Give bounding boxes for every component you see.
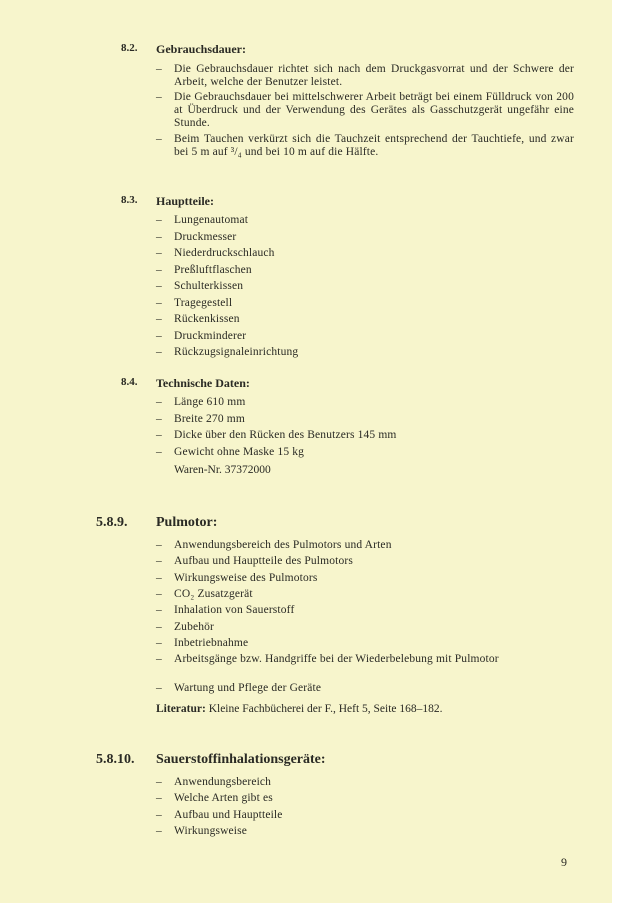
- list-item-text: Tragegestell: [174, 296, 233, 309]
- list-dash: –: [156, 396, 162, 408]
- list-item: [156, 330, 556, 343]
- section-number: 5.8.9.: [96, 515, 128, 530]
- list-item-text: Wirkungsweise des Pulmotors: [174, 571, 318, 584]
- list-item-text: Arbeitsgänge bzw. Handgriffe bei der Wiederbelebung mit Pulmotor: [174, 653, 499, 666]
- list-item: [156, 280, 556, 293]
- list-item: [156, 539, 571, 552]
- section-title: Gebrauchsdauer:: [156, 42, 246, 56]
- list-item: [156, 313, 556, 326]
- list-item: [156, 247, 556, 260]
- list-item: [156, 413, 556, 426]
- list-dash: –: [156, 280, 162, 292]
- list-item: [156, 621, 571, 634]
- list-item-text: Die Gebrauchsdauer bei mittelschwerer Arbeit beträgt bei einem Fülldruck von 200 at Überdruck und der Verwendung des Gerätes als Gasschutzgerät ungefähr eine Stunde.: [174, 91, 574, 129]
- list-dash: –: [156, 346, 162, 358]
- list-item-text: Wartung und Pflege der Geräte: [174, 682, 322, 694]
- list-dash: –: [156, 824, 162, 837]
- list-item: [156, 776, 571, 789]
- list-item: [156, 346, 556, 359]
- list-dash: –: [156, 63, 162, 75]
- list-dash: –: [156, 604, 162, 617]
- list-dash: –: [156, 555, 162, 568]
- section-number: 8.4.: [121, 376, 138, 388]
- list-item-text: Druckmesser: [174, 230, 237, 243]
- list-item-text: Lungenautomat: [174, 214, 249, 226]
- section-title: Pulmotor:: [156, 515, 218, 530]
- list-dash: –: [156, 296, 162, 309]
- list-item-text: Inbetriebnahme: [174, 636, 249, 649]
- list-item-text: Länge 610 mm: [174, 396, 246, 408]
- list-dash: –: [156, 214, 162, 226]
- list-item: [156, 264, 556, 277]
- list-item: [156, 429, 556, 442]
- list-item-text: Dicke über den Rücken des Benutzers 145 mm: [174, 429, 397, 441]
- list-dash: –: [156, 263, 162, 276]
- list-item: [156, 653, 571, 666]
- section-number: 8.2.: [121, 42, 138, 54]
- literature-text: Kleine Fachbücherei der F., Heft 5, Seite 168–182.: [208, 703, 443, 715]
- list-item: [156, 396, 556, 409]
- list-item: [156, 91, 574, 130]
- list-item-text: Aufbau und Hauptteile: [174, 808, 283, 821]
- list-dash: –: [156, 230, 162, 243]
- list-item: [156, 555, 571, 568]
- list-item-text: Rückenkissen: [174, 313, 240, 325]
- section-5-8-10: [96, 752, 576, 842]
- list-item-text: Inhalation von Sauerstoff: [174, 604, 295, 617]
- list-item: [156, 63, 574, 89]
- list-dash: –: [156, 776, 162, 788]
- list-dash: –: [156, 247, 162, 259]
- list-dash: –: [156, 620, 162, 633]
- section-number: 5.8.10.: [96, 752, 135, 767]
- list-dash: –: [156, 587, 162, 600]
- list-dash: –: [156, 636, 162, 649]
- list-dash: –: [156, 792, 162, 805]
- list-dash: –: [156, 313, 162, 325]
- list-item: [156, 588, 571, 601]
- list-dash: –: [156, 682, 162, 694]
- section-number: 8.3.: [121, 194, 138, 206]
- list-dash: –: [156, 445, 162, 458]
- list-item-text: Breite 270 mm: [174, 412, 245, 425]
- section-5-8-9: [96, 515, 576, 720]
- list-item-text: Anwendungsbereich des Pulmotors und Arten: [174, 539, 392, 551]
- list-item-text: Druckminderer: [174, 329, 247, 342]
- section-title: Technische Daten:: [156, 376, 250, 390]
- list-item: [156, 446, 556, 459]
- list-item-text: Rückzugsignaleinrichtung: [174, 346, 299, 358]
- list-item: [156, 682, 571, 695]
- section-title: Sauerstoffinhalationsgeräte:: [156, 752, 326, 767]
- list-dash: –: [156, 653, 162, 666]
- section-title: Hauptteile:: [156, 194, 214, 208]
- list-item-text: Die Gebrauchsdauer richtet sich nach dem Druckgasvorrat und der Schwere der Arbeit, welche der Benutzer leistet.: [174, 63, 574, 88]
- list-dash: –: [156, 571, 162, 584]
- list-item-text: Zubehör: [174, 620, 215, 633]
- list-dash: –: [156, 429, 162, 441]
- list-item-text: Preßluftflaschen: [174, 263, 252, 276]
- list-dash: –: [156, 133, 162, 145]
- list-item-text: CO₂ Zusatzgerät: [174, 587, 253, 600]
- list-item: [156, 231, 556, 244]
- list-dash: –: [156, 539, 162, 551]
- list-item: [156, 637, 571, 650]
- literature-label: Literatur:: [156, 703, 206, 715]
- section-8-2: [121, 42, 576, 172]
- page-number: 9: [561, 855, 567, 869]
- list-dash: –: [156, 329, 162, 342]
- literature-reference: [156, 703, 443, 715]
- list-item: [156, 809, 571, 822]
- list-dash: –: [156, 412, 162, 425]
- list-item-text: Gewicht ohne Maske 15 kg: [174, 445, 305, 458]
- list-item: [156, 214, 556, 227]
- section-8-3: [121, 194, 576, 364]
- list-item: [156, 297, 556, 310]
- article-number: Waren-Nr. 37372000: [174, 464, 271, 476]
- list-item: [156, 572, 571, 585]
- list-dash: –: [156, 808, 162, 821]
- list-item-text: Niederdruckschlauch: [174, 247, 275, 259]
- list-item-text: Beim Tauchen verkürzt sich die Tauchzeit entsprechend der Tauchtiefe, und zwar bei 5 m auf ³/₄ und bei 10 m auf die Hälfte.: [174, 133, 574, 158]
- list-dash: –: [156, 91, 162, 103]
- section-8-4: [121, 376, 576, 486]
- list-item: [156, 792, 571, 805]
- list-item-text: Aufbau und Hauptteile des Pulmotors: [174, 555, 354, 568]
- list-item-text: Schulterkissen: [174, 280, 244, 292]
- list-item: [156, 133, 574, 159]
- list-item-text: Wirkungsweise: [174, 824, 248, 837]
- list-item-text: Welche Arten gibt es: [174, 792, 273, 805]
- list-item-text: Anwendungsbereich: [174, 776, 272, 788]
- list-item: [156, 604, 571, 617]
- list-item: [156, 825, 571, 838]
